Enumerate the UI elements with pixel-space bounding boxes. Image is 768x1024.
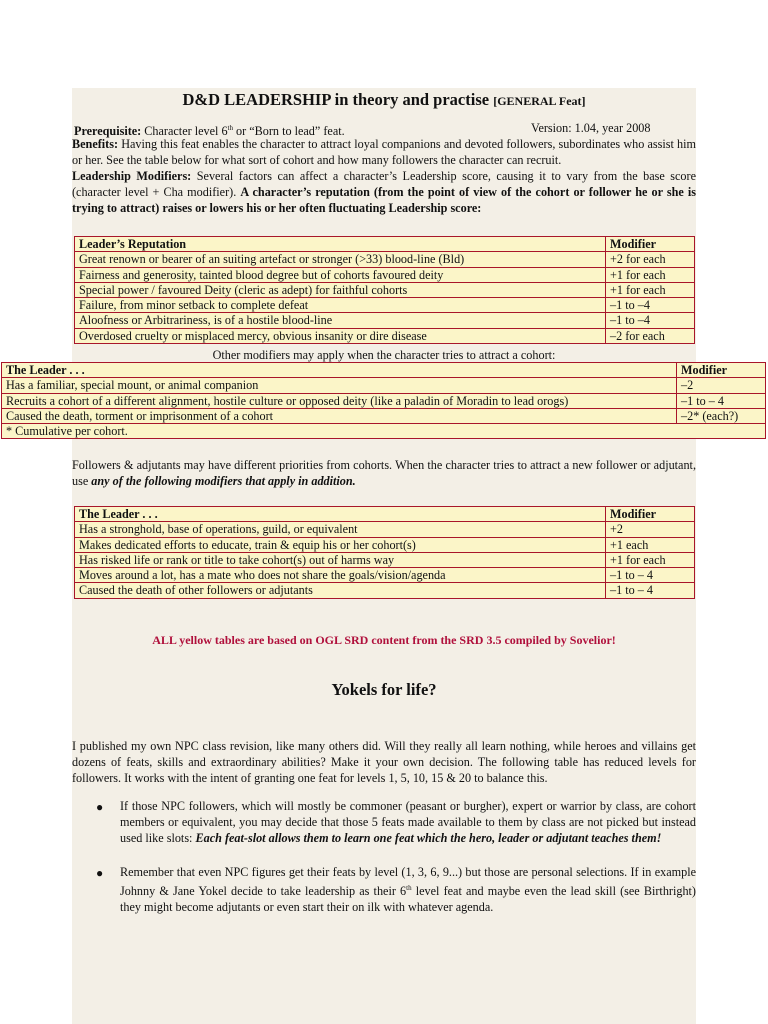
- table-header: [2, 363, 766, 378]
- bullet-icon: ●: [96, 800, 104, 814]
- table-row: [75, 552, 695, 567]
- table-row: [75, 282, 695, 297]
- modifier-cell: +1 for each: [606, 282, 695, 297]
- bullet-text-b: level feat and maybe even the lead skill (see Birthright) they might become adjutants or even start their on ilk with whatever agenda.: [120, 884, 696, 915]
- version-text: Version: 1.04, year 2008: [531, 121, 651, 135]
- bullet-item-2: [120, 864, 696, 915]
- header-cell: Leader’s Reputation: [75, 237, 606, 252]
- table-row: [75, 252, 695, 267]
- modifier-cell: –1 to –4: [606, 298, 695, 313]
- table-cell: Has risked life or rank or title to take cohort(s) out of harms way: [75, 552, 606, 567]
- benefits-paragraph: [72, 136, 696, 168]
- modifier-cell: –1 to – 4: [606, 568, 695, 583]
- prereq-label: Prerequisite:: [74, 124, 142, 139]
- bullet-item-1: [120, 798, 696, 846]
- modifier-cell: +2 for each: [606, 252, 695, 267]
- cohort-modifier-table: [1, 362, 766, 439]
- modifier-cell: +2: [606, 522, 695, 537]
- modifiers-bold: A character’s reputation (from the point of view of the cohort or follower he or she is trying to attract) raises or lowers his or her often fluctuating Leadership score:: [72, 185, 697, 215]
- header-cell: Modifier: [606, 237, 695, 252]
- modifier-cell: –2 for each: [606, 328, 695, 343]
- header-cell: Modifier: [606, 507, 695, 522]
- footnote-cell: * Cumulative per cohort.: [2, 424, 766, 439]
- title-text: D&D LEADERSHIP in theory and practise: [182, 90, 490, 109]
- followers-paragraph: [72, 457, 696, 489]
- table-cell: Overdosed cruelty or misplaced mercy, obvious insanity or dire disease: [75, 328, 606, 343]
- modifiers-label: Leadership Modifiers:: [72, 169, 192, 183]
- prereq-text: Character level 6: [144, 124, 228, 139]
- reputation-table: [74, 236, 695, 344]
- table-cell: Failure, from minor setback to complete defeat: [75, 298, 606, 313]
- modifier-cell: +1 for each: [606, 267, 695, 282]
- table-cell: Caused the death, torment or imprisonment of a cohort: [2, 408, 677, 423]
- header-cell: The Leader . . .: [2, 363, 677, 378]
- table-cell: Aloofness or Arbitrariness, is of a hostile blood-line: [75, 313, 606, 328]
- benefits-text: Having this feat enables the character to attract loyal companions and devoted followers, subordinates who assist him or her. See the table below for what sort of cohort and how many followers the character can recruit.: [72, 137, 696, 167]
- table-row: [75, 313, 695, 328]
- bullet-sup: th: [406, 884, 412, 892]
- table-cell: Makes dedicated efforts to educate, train & equip his or her cohort(s): [75, 537, 606, 552]
- benefits-label: Benefits:: [72, 137, 119, 151]
- table-row: [75, 328, 695, 343]
- modifiers-paragraph: [72, 168, 696, 216]
- modifier-cell: –1 to – 4: [606, 583, 695, 598]
- follower-modifier-table: [74, 506, 695, 599]
- modifier-cell: –1 to – 4: [677, 393, 766, 408]
- table-row: [75, 267, 695, 282]
- table-cell: Moves around a lot, has a mate who does not share the goals/vision/agenda: [75, 568, 606, 583]
- modifiers-text: Several factors can affect a character’s Leadership score, causing it to vary from the base score (character level + Cha modifier).: [72, 169, 696, 199]
- table-cell: Recruits a cohort of a different alignment, hostile culture or opposed deity (like a paladin of Moradin to lead orogs): [2, 393, 677, 408]
- table-header: [75, 507, 695, 522]
- prereq-sup: th: [227, 124, 233, 132]
- bullet-text: If those NPC followers, which will mostly be commoner (peasant or burgher), expert or warrior by class, are cohort members or equivalent, you may decide that those 5 feats made available to them by class are not picked but instead used like slots:: [120, 799, 696, 845]
- other-modifiers-note: Other modifiers may apply when the character tries to attract a cohort:: [212, 348, 556, 362]
- table-cell: Special power / favoured Deity (cleric as adept) for faithful cohorts: [75, 282, 606, 297]
- section-heading: Yokels for life?: [331, 680, 437, 699]
- document-title: [72, 90, 696, 110]
- table-cell: Has a familiar, special mount, or animal companion: [2, 378, 677, 393]
- modifier-cell: –1 to –4: [606, 313, 695, 328]
- table-row: [75, 298, 695, 313]
- header-cell: Modifier: [677, 363, 766, 378]
- table-row: [2, 393, 766, 408]
- bullet-emphasis: Each feat-slot allows them to learn one feat which the hero, leader or adjutant teaches them!: [195, 831, 662, 845]
- table-header: [75, 237, 695, 252]
- modifier-cell: +1 each: [606, 537, 695, 552]
- table-cell: Great renown or bearer of an suiting artefact or stronger (>33) blood-line (Bld): [75, 252, 606, 267]
- bullet-text: Remember that even NPC figures get their feats by level (1, 3, 6, 9...) but those are personal selections. If in example Johnny & Jane Yokel decide to take leadership as their 6: [120, 865, 696, 899]
- table-row: [2, 424, 766, 439]
- intro-paragraph: I published my own NPC class revision, like many others did. Will they really all learn nothing, while heroes and villains get dozens of feats, skills and extraordinary abilities? Make it your own decision. The following table has reduced levels for followers. It works with the intent of granting one feat for levels 1, 5, 10, 15 & 20 to balance this.: [72, 739, 696, 785]
- table-cell: Caused the death of other followers or adjutants: [75, 583, 606, 598]
- title-tag: [GENERAL Feat]: [493, 94, 586, 108]
- table-cell: Has a stronghold, base of operations, guild, or equivalent: [75, 522, 606, 537]
- table-cell: Fairness and generosity, tainted blood degree but of cohorts favoured deity: [75, 267, 606, 282]
- followers-text: Followers & adjutants may have different priorities from cohorts. When the character tries to attract a new follower or adjutant, use: [72, 458, 696, 488]
- modifier-cell: +1 for each: [606, 552, 695, 567]
- modifier-cell: –2* (each?): [677, 408, 766, 423]
- table-row: [75, 522, 695, 537]
- table-row: [75, 568, 695, 583]
- srd-notice: ALL yellow tables are based on OGL SRD content from the SRD 3.5 compiled by Sovelior!: [152, 633, 616, 647]
- followers-emphasis: any of the following modifiers that apply in addition.: [91, 474, 356, 488]
- table-row: [2, 378, 766, 393]
- header-cell: The Leader . . .: [75, 507, 606, 522]
- table-row: [2, 408, 766, 423]
- modifier-cell: –2: [677, 378, 766, 393]
- table-row: [75, 537, 695, 552]
- bullet-icon: ●: [96, 866, 104, 880]
- table-row: [75, 583, 695, 598]
- prereq-text-b: or “Born to lead” feat.: [233, 124, 345, 139]
